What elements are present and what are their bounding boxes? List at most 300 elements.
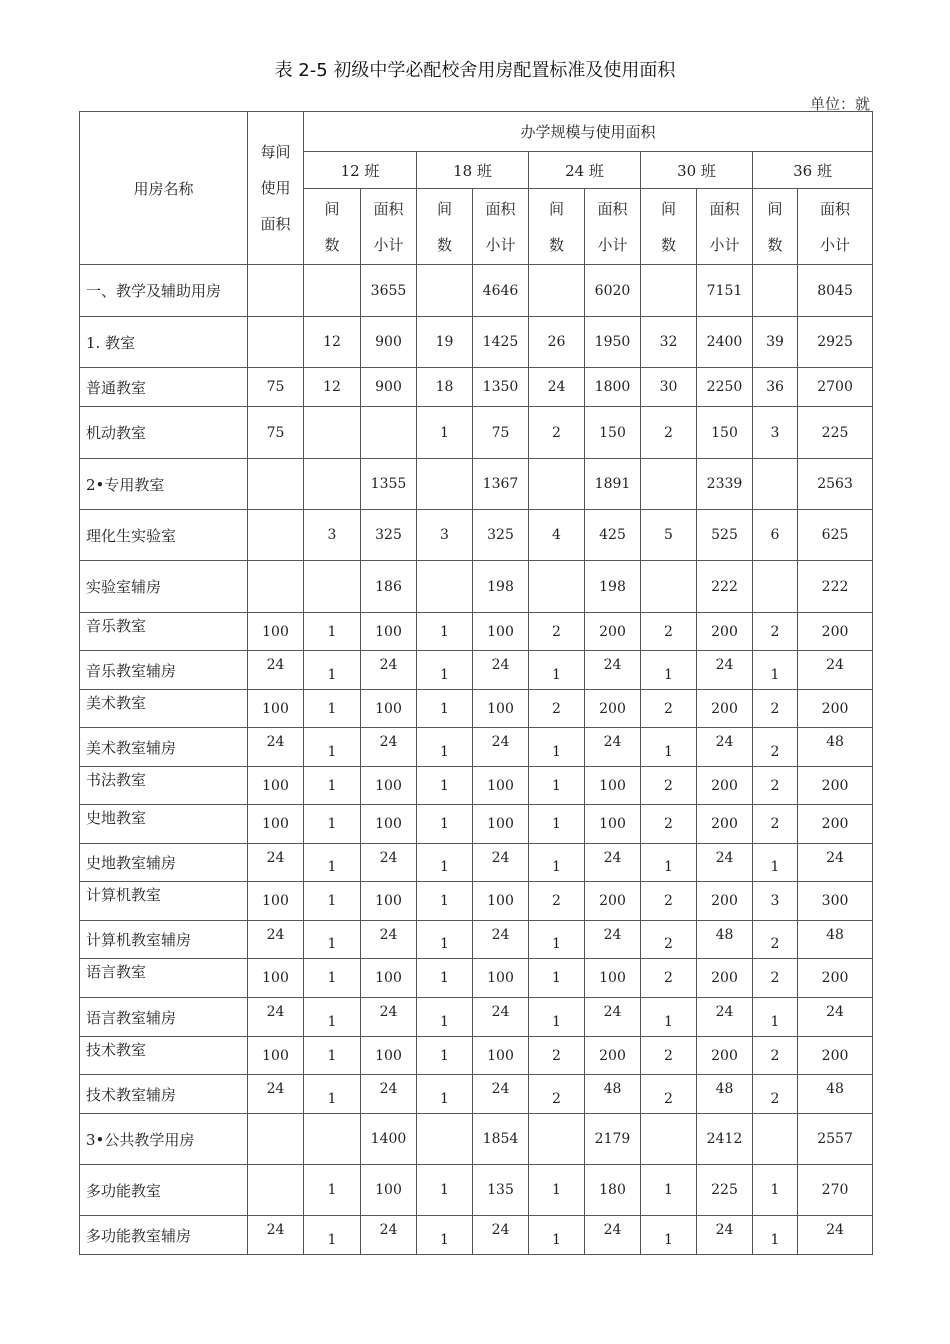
row-area: 222 (798, 561, 873, 613)
row-name: 音乐教室辅房 (80, 651, 248, 690)
row-count: 1 (417, 767, 473, 805)
row-count: 1 (641, 998, 697, 1037)
row-area: 75 (473, 407, 529, 459)
row-area: 200 (798, 805, 873, 844)
table-row (80, 317, 873, 368)
row-count: 1 (304, 805, 361, 844)
row-count: 36 (753, 368, 798, 407)
row-count: 32 (641, 317, 697, 368)
header-area-0: 面积 小计 (361, 189, 417, 265)
row-count: 1 (417, 1216, 473, 1255)
table-row (80, 767, 873, 805)
row-name: 美术教室辅房 (80, 728, 248, 767)
row-area: 24 (361, 921, 417, 959)
row-count: 1 (417, 407, 473, 459)
row-count: 1 (417, 1165, 473, 1216)
row-area: 24 (697, 998, 753, 1037)
row-area: 24 (361, 998, 417, 1037)
row-count (753, 1114, 798, 1165)
row-count: 19 (417, 317, 473, 368)
header-count-3: 间 数 (641, 189, 697, 265)
row-area: 200 (697, 805, 753, 844)
row-area: 48 (697, 1075, 753, 1114)
row-count: 2 (753, 805, 798, 844)
row-count: 1 (417, 651, 473, 690)
row-count (641, 265, 697, 317)
row-count: 2 (641, 1075, 697, 1114)
row-count: 3 (753, 407, 798, 459)
row-name: 1. 教室 (80, 317, 248, 368)
row-area: 2179 (585, 1114, 641, 1165)
row-count: 1 (529, 805, 585, 844)
table-row (80, 921, 873, 959)
row-count: 1 (304, 1165, 361, 1216)
row-count: 2 (641, 959, 697, 998)
row-area: 24 (473, 921, 529, 959)
row-area: 525 (697, 510, 753, 561)
row-area: 200 (585, 690, 641, 728)
row-area: 200 (697, 959, 753, 998)
row-count: 2 (641, 767, 697, 805)
row-count: 1 (641, 728, 697, 767)
row-count: 1 (529, 1165, 585, 1216)
row-area: 200 (697, 690, 753, 728)
row-name: 3•公共教学用房 (80, 1114, 248, 1165)
row-area: 100 (473, 959, 529, 998)
row-name: 语言教室 (80, 959, 248, 998)
row-count (417, 459, 473, 510)
row-count: 2 (753, 613, 798, 651)
row-count: 1 (753, 844, 798, 882)
row-count: 1 (529, 767, 585, 805)
row-count: 1 (529, 998, 585, 1037)
table-body (80, 265, 873, 1255)
row-area: 270 (798, 1165, 873, 1216)
row-count: 2 (753, 1075, 798, 1114)
table-header (80, 112, 873, 265)
row-count: 3 (753, 882, 798, 921)
row-count: 2 (753, 1037, 798, 1075)
row-area: 24 (473, 844, 529, 882)
table-row (80, 998, 873, 1037)
row-per-area: 24 (248, 844, 304, 882)
row-count (304, 561, 361, 613)
row-count: 24 (529, 368, 585, 407)
row-count: 2 (641, 407, 697, 459)
row-area: 1367 (473, 459, 529, 510)
row-count: 1 (304, 844, 361, 882)
row-count: 2 (529, 1075, 585, 1114)
row-area: 24 (697, 651, 753, 690)
row-area: 100 (473, 1037, 529, 1075)
row-count: 1 (529, 728, 585, 767)
row-name: 技术教室 (80, 1037, 248, 1075)
row-per-area: 24 (248, 1216, 304, 1255)
row-per-area: 100 (248, 613, 304, 651)
row-count: 1 (417, 728, 473, 767)
row-count (304, 407, 361, 459)
row-count: 2 (753, 959, 798, 998)
row-per-area: 100 (248, 882, 304, 921)
row-area: 24 (473, 1075, 529, 1114)
header-scale-2: 24 班 (529, 152, 641, 189)
row-count: 3 (417, 510, 473, 561)
table-row (80, 882, 873, 921)
row-count: 1 (641, 844, 697, 882)
row-count: 1 (304, 767, 361, 805)
row-area: 200 (798, 959, 873, 998)
row-count: 1 (304, 882, 361, 921)
row-per-area (248, 265, 304, 317)
header-area-2: 面积 小计 (585, 189, 641, 265)
row-area: 2250 (697, 368, 753, 407)
row-per-area (248, 561, 304, 613)
unit-label: 单位：就 (809, 95, 870, 113)
table-row (80, 459, 873, 510)
header-count-4: 间 数 (753, 189, 798, 265)
row-area: 180 (585, 1165, 641, 1216)
row-area: 2400 (697, 317, 753, 368)
row-count: 5 (641, 510, 697, 561)
row-area: 198 (473, 561, 529, 613)
row-count: 1 (417, 1037, 473, 1075)
row-area: 24 (798, 1216, 873, 1255)
row-count: 1 (417, 998, 473, 1037)
row-area: 225 (697, 1165, 753, 1216)
row-area: 48 (585, 1075, 641, 1114)
table-title: 表 2-5 初级中学必配校舍用房配置标准及使用面积 (274, 60, 676, 81)
row-count: 2 (641, 690, 697, 728)
row-area: 200 (585, 1037, 641, 1075)
table-row (80, 510, 873, 561)
row-area: 100 (361, 805, 417, 844)
row-count: 1 (641, 651, 697, 690)
row-per-area: 100 (248, 767, 304, 805)
row-count: 3 (304, 510, 361, 561)
row-count: 1 (304, 1075, 361, 1114)
row-count: 18 (417, 368, 473, 407)
row-area: 24 (585, 844, 641, 882)
row-area: 186 (361, 561, 417, 613)
row-area: 100 (473, 767, 529, 805)
row-area: 200 (798, 613, 873, 651)
row-per-area: 24 (248, 998, 304, 1037)
row-count (753, 561, 798, 613)
row-count: 26 (529, 317, 585, 368)
row-count: 2 (753, 767, 798, 805)
row-count (529, 1114, 585, 1165)
table-row (80, 728, 873, 767)
row-area: 6020 (585, 265, 641, 317)
row-count (529, 459, 585, 510)
row-area: 100 (361, 613, 417, 651)
row-name: 美术教室 (80, 690, 248, 728)
row-area: 100 (473, 882, 529, 921)
row-area: 200 (798, 1037, 873, 1075)
header-scale-area: 办学规模与使用面积 (304, 112, 873, 152)
row-area: 1350 (473, 368, 529, 407)
row-count: 1 (753, 998, 798, 1037)
row-area: 2339 (697, 459, 753, 510)
row-name: 计算机教室 (80, 882, 248, 921)
row-count (417, 1114, 473, 1165)
row-count: 1 (641, 1165, 697, 1216)
row-area: 48 (697, 921, 753, 959)
table-row (80, 368, 873, 407)
row-area: 100 (585, 959, 641, 998)
row-count: 1 (304, 651, 361, 690)
row-per-area: 100 (248, 959, 304, 998)
header-scale-0: 12 班 (304, 152, 417, 189)
row-area: 200 (697, 882, 753, 921)
row-area: 425 (585, 510, 641, 561)
row-count (641, 561, 697, 613)
row-area: 200 (585, 613, 641, 651)
row-area: 150 (697, 407, 753, 459)
row-area: 100 (585, 767, 641, 805)
row-name: 普通教室 (80, 368, 248, 407)
row-count: 1 (641, 1216, 697, 1255)
row-count: 1 (529, 959, 585, 998)
row-area: 198 (585, 561, 641, 613)
row-area: 1854 (473, 1114, 529, 1165)
row-count: 30 (641, 368, 697, 407)
row-per-area: 24 (248, 728, 304, 767)
row-area: 24 (585, 1216, 641, 1255)
row-count: 2 (641, 805, 697, 844)
row-area: 48 (798, 1075, 873, 1114)
header-scale-1: 18 班 (417, 152, 529, 189)
row-per-area: 24 (248, 1075, 304, 1114)
row-per-area: 75 (248, 407, 304, 459)
row-count: 2 (529, 882, 585, 921)
row-area: 1800 (585, 368, 641, 407)
row-area: 2557 (798, 1114, 873, 1165)
row-count: 2 (641, 613, 697, 651)
table-row (80, 265, 873, 317)
row-count (641, 459, 697, 510)
row-area: 100 (361, 882, 417, 921)
row-area: 24 (361, 728, 417, 767)
row-area: 100 (473, 805, 529, 844)
table-row (80, 1075, 873, 1114)
row-count: 39 (753, 317, 798, 368)
row-area: 200 (697, 1037, 753, 1075)
row-area: 24 (361, 1075, 417, 1114)
row-count: 2 (641, 921, 697, 959)
row-count: 1 (417, 921, 473, 959)
table-row (80, 1216, 873, 1255)
row-area: 4646 (473, 265, 529, 317)
row-area: 24 (473, 728, 529, 767)
row-area: 100 (361, 767, 417, 805)
row-count: 2 (529, 1037, 585, 1075)
row-area (361, 407, 417, 459)
row-area: 200 (697, 767, 753, 805)
row-count (304, 1114, 361, 1165)
row-area: 1355 (361, 459, 417, 510)
header-room-name: 用房名称 (80, 112, 248, 265)
row-area: 24 (473, 998, 529, 1037)
row-count (641, 1114, 697, 1165)
row-name: 史地教室辅房 (80, 844, 248, 882)
row-name: 一、教学及辅助用房 (80, 265, 248, 317)
header-scale-3: 30 班 (641, 152, 753, 189)
row-count: 1 (417, 690, 473, 728)
row-area: 24 (585, 998, 641, 1037)
header-count-0: 间 数 (304, 189, 361, 265)
header-area-3: 面积 小计 (697, 189, 753, 265)
row-area: 100 (473, 690, 529, 728)
row-area: 24 (473, 1216, 529, 1255)
row-count: 2 (753, 728, 798, 767)
row-count: 1 (529, 921, 585, 959)
row-name: 实验室辅房 (80, 561, 248, 613)
row-name: 理化生实验室 (80, 510, 248, 561)
row-area: 200 (798, 690, 873, 728)
row-area: 100 (473, 613, 529, 651)
row-area: 24 (585, 921, 641, 959)
table-row (80, 1165, 873, 1216)
row-area: 100 (361, 690, 417, 728)
row-count: 1 (417, 882, 473, 921)
row-area: 24 (361, 651, 417, 690)
table-row (80, 959, 873, 998)
row-name: 计算机教室辅房 (80, 921, 248, 959)
row-area: 625 (798, 510, 873, 561)
row-area: 48 (798, 728, 873, 767)
row-count: 1 (753, 1165, 798, 1216)
row-per-area (248, 1114, 304, 1165)
header-area-1: 面积 小计 (473, 189, 529, 265)
row-count: 1 (304, 728, 361, 767)
row-count: 1 (529, 1216, 585, 1255)
row-area: 200 (585, 882, 641, 921)
row-count: 1 (304, 998, 361, 1037)
row-name: 2•专用教室 (80, 459, 248, 510)
row-count: 2 (529, 690, 585, 728)
row-per-area (248, 510, 304, 561)
row-area: 225 (798, 407, 873, 459)
row-area: 1891 (585, 459, 641, 510)
row-count: 1 (529, 651, 585, 690)
row-count: 6 (753, 510, 798, 561)
table-row (80, 805, 873, 844)
row-name: 机动教室 (80, 407, 248, 459)
row-count: 1 (304, 1037, 361, 1075)
row-count (304, 459, 361, 510)
row-area: 325 (361, 510, 417, 561)
table-row (80, 1114, 873, 1165)
row-count: 4 (529, 510, 585, 561)
row-count (304, 265, 361, 317)
room-area-table (79, 111, 873, 1255)
row-area: 222 (697, 561, 753, 613)
header-area-4: 面积 小计 (798, 189, 873, 265)
row-area: 24 (798, 998, 873, 1037)
row-area: 100 (361, 1037, 417, 1075)
row-count (529, 561, 585, 613)
row-count: 1 (753, 651, 798, 690)
row-count: 12 (304, 317, 361, 368)
row-area: 8045 (798, 265, 873, 317)
row-per-area: 24 (248, 921, 304, 959)
row-per-area: 100 (248, 1037, 304, 1075)
row-area: 24 (697, 844, 753, 882)
row-area: 900 (361, 317, 417, 368)
row-area: 2563 (798, 459, 873, 510)
row-area: 200 (798, 767, 873, 805)
row-per-area (248, 1165, 304, 1216)
row-area: 2700 (798, 368, 873, 407)
row-count: 2 (529, 407, 585, 459)
row-area: 1400 (361, 1114, 417, 1165)
row-count (417, 265, 473, 317)
row-count (417, 561, 473, 613)
row-area: 24 (473, 651, 529, 690)
row-area: 48 (798, 921, 873, 959)
row-count: 2 (529, 613, 585, 651)
row-count: 1 (417, 613, 473, 651)
row-area: 24 (361, 1216, 417, 1255)
row-area: 100 (361, 959, 417, 998)
header-count-2: 间 数 (529, 189, 585, 265)
row-count: 1 (417, 1075, 473, 1114)
row-area: 3655 (361, 265, 417, 317)
row-count: 2 (641, 1037, 697, 1075)
row-area: 900 (361, 368, 417, 407)
header-per-room-area: 每间 使用 面积 (248, 112, 304, 265)
row-area: 1950 (585, 317, 641, 368)
row-name: 多功能教室辅房 (80, 1216, 248, 1255)
row-area: 24 (697, 728, 753, 767)
row-area: 7151 (697, 265, 753, 317)
table-row (80, 844, 873, 882)
row-area: 2412 (697, 1114, 753, 1165)
row-area: 24 (585, 651, 641, 690)
row-count: 1 (304, 959, 361, 998)
row-count: 2 (753, 921, 798, 959)
row-count: 1 (417, 844, 473, 882)
table-row (80, 1037, 873, 1075)
row-count (529, 265, 585, 317)
row-area: 150 (585, 407, 641, 459)
row-area: 24 (798, 844, 873, 882)
row-count (753, 459, 798, 510)
table-row (80, 690, 873, 728)
row-area: 100 (585, 805, 641, 844)
table-row (80, 651, 873, 690)
row-count: 2 (641, 882, 697, 921)
row-count (753, 265, 798, 317)
row-name: 史地教室 (80, 805, 248, 844)
header-count-1: 间 数 (417, 189, 473, 265)
table-row (80, 561, 873, 613)
row-count: 1 (753, 1216, 798, 1255)
row-per-area: 100 (248, 690, 304, 728)
row-area: 200 (697, 613, 753, 651)
row-name: 音乐教室 (80, 613, 248, 651)
row-count: 1 (304, 1216, 361, 1255)
row-count: 1 (304, 613, 361, 651)
row-count: 2 (753, 690, 798, 728)
row-name: 书法教室 (80, 767, 248, 805)
row-name: 语言教室辅房 (80, 998, 248, 1037)
row-count: 1 (304, 690, 361, 728)
row-name: 技术教室辅房 (80, 1075, 248, 1114)
table-row (80, 613, 873, 651)
row-per-area (248, 317, 304, 368)
